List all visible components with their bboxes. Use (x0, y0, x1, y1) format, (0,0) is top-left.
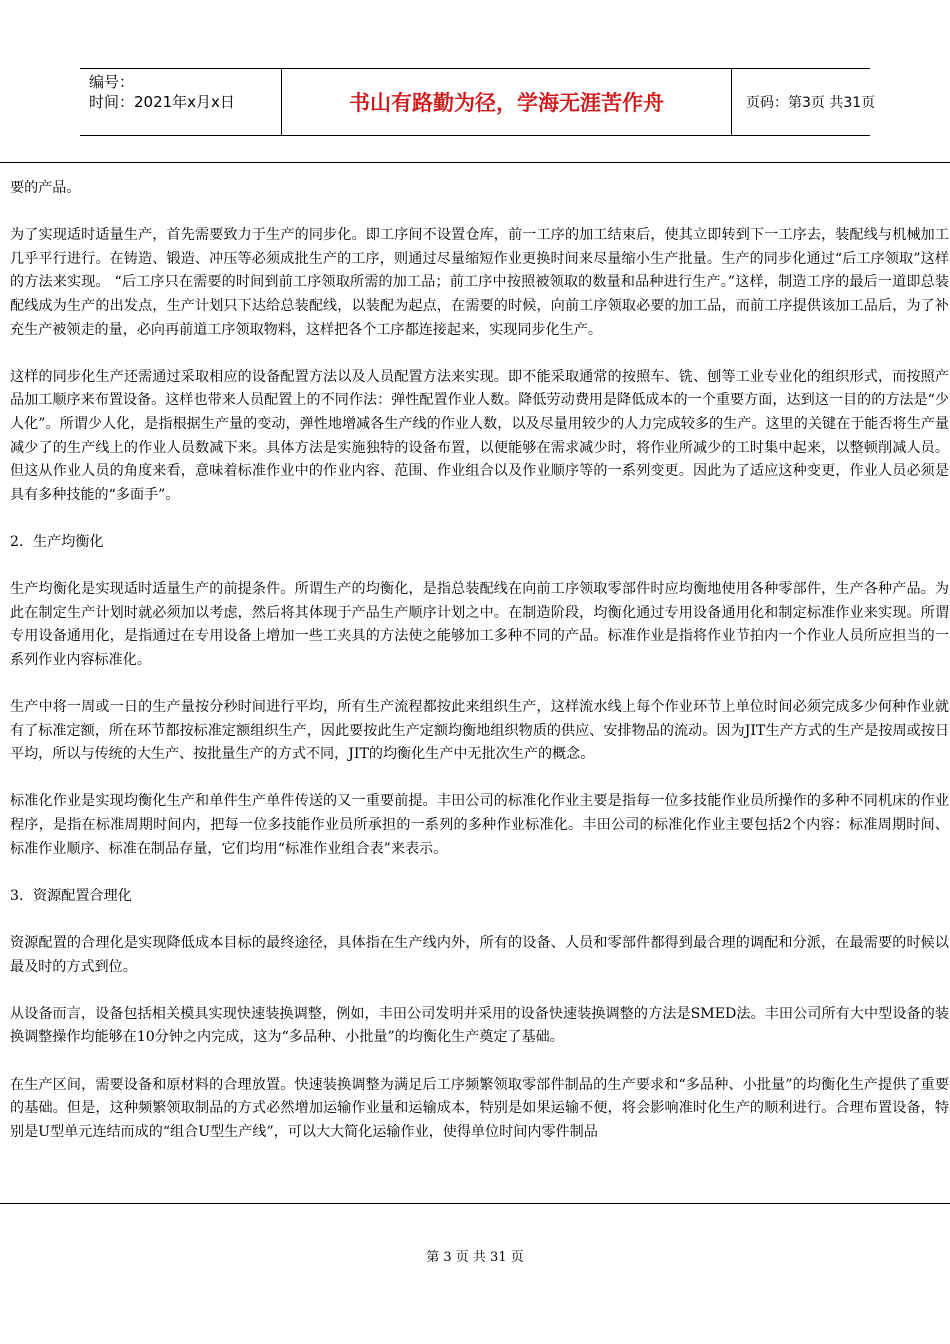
section-heading: 3．资源配置合理化 (10, 887, 132, 904)
section-heading: 2．生产均衡化 (10, 533, 104, 550)
header-motto: 书山有路勤为径，学海无涯苦作舟 (349, 91, 664, 115)
header-left-cell (80, 69, 282, 135)
header-page-code: 页码：第3页 共31页 (746, 95, 876, 111)
document-body (10, 177, 949, 1168)
header-table (80, 68, 876, 136)
page-footer: 第 3 页 共 31 页 (426, 1250, 524, 1265)
body-paragraph: 这样的同步化生产还需通过采取相应的设备配置方法以及人员配置方法来实现。即不能采取通常的按照车、铣、刨等工业专业化的组织形式，而按照产品加工顺序来布置设备。这样也带来人员配置上的不同作法：弹性配置作业人数。降低劳动费用是降低成本的一个重要方面，达到这一目的的方法是“少人化”。所谓少人化，是指根据生产量的变动，弹性地增减各生产线的作业人数，以及尽量用较少的人力完成较多的生产。这里的关键在于能否将生产量减少了的生产线上的作业人员数减下来。具体方法是实施独特的设备布置，以便能够在需求减少时，将作业所减少的工时集中起来，以整顿削减人员。但这从作业人员的角度来看，意味着标准作业中的作业内容、范围、作业组合以及作业顺序等的一系列变更。因此为了适应这种变更，作业人员必须是具有多种技能的“多面手”。 (10, 368, 949, 503)
header-divider (0, 162, 950, 163)
header-page-cell (732, 69, 876, 135)
body-paragraph: 标准化作业是实现均衡化生产和单件生产单件传送的又一重要前提。丰田公司的标准化作业主要是指每一位多技能作业员所操作的多种不同机床的作业程序，是指在标准周期时间内，把每一位多技能作业员所承担的一系列的多种作业标准化。丰田公司的标准化作业主要包括2个内容：标准周期时间、标准作业顺序、标准在制品存量，它们均用“标准作业组合表”来表示。 (10, 793, 949, 857)
footer-divider (0, 1203, 950, 1204)
body-paragraph: 资源配置的合理化是实现降低成本目标的最终途径，具体指在生产线内外，所有的设备、人员和零部件都得到最合理的调配和分派，在最需要的时候以最及时的方式到位。 (10, 935, 949, 975)
body-paragraph: 从设备而言，设备包括相关模具实现快速装换调整，例如，丰田公司发明并采用的设备快速装换调整的方法是SMED法。丰田公司所有大中型设备的装换调整操作均能够在10分钟之内完成，这为“多品种、小批量”的均衡化生产奠定了基础。 (10, 1005, 949, 1046)
body-paragraph: 要的产品。 (10, 180, 81, 196)
body-paragraph: 生产中将一周或一日的生产量按分秒时间进行平均，所有生产流程都按此来组织生产，这样流水线上每个作业环节上单位时间必须完成多少何种作业就有了标准定额，所在环节都按标准定额组织生产，因此要按此生产定额均衡地组织物质的供应、安排物品的流动。因为JIT生产方式的生产是按周或按日平均，所以与传统的大生产、按批量生产的方式不同，JIT的均衡化生产中无批次生产的概念。 (10, 699, 949, 763)
body-paragraph: 为了实现适时适量生产，首先需要致力于生产的同步化。即工序间不设置仓库，前一工序的加工结束后，使其立即转到下一工序去，装配线与机械加工几乎平行进行。在铸造、锻造、冲压等必须成批生产的工序，则通过尽量缩短作业更换时间来尽量缩小生产批量。生产的同步化通过“后工序领取”这样的方法来实现。 “后工序只在需要的时间到前工序领取所需的加工品；前工序中按照被领取的数量和品种进行生产。”这样，制造工序的最后一道即总装配线成为生产的出发点，生产计划只下达给总装配线，以装配为起点，在需要的时候，向前工序领取必要的加工品，而前工序提供该加工品后，为了补充生产被领走的量，必向再前道工序领取物料，这样把各个工序都连接起来，实现同步化生产。 (10, 227, 949, 338)
body-paragraph: 生产均衡化是实现适时适量生产的前提条件。所谓生产的均衡化，是指总装配线在向前工序领取零部件时应均衡地使用各种零部件，生产各种产品。为此在制定生产计划时就必须加以考虑，然后将其体现于产品生产顺序计划之中。在制造阶段，均衡化通过专用设备通用化和制定标准作业来实现。所谓专用设备通用化，是指通过在专用设备上增加一些工夹具的方法使之能够加工多种不同的产品。标准作业是指将作业节拍内一个作业人员所应担当的一系列作业内容标准化。 (10, 581, 949, 668)
document-time-label: 时间：2021年x月x日 (89, 93, 235, 111)
document-number-label: 编号： (89, 73, 135, 91)
header-motto-cell (282, 69, 732, 135)
body-paragraph: 在生产区间，需要设备和原材料的合理放置。快速装换调整为满足后工序频繁领取零部件制品的生产要求和“多品种、小批量”的均衡化生产提供了重要的基础。但是，这种频繁领取制品的方式必然增加运输作业量和运输成本，特别是如果运输不便，将会影响准时化生产的顺利进行。合理布置设备，特别是U型单元连结而成的“组合U型生产线”，可以大大简化运输作业，使得单位时间内零件制品 (10, 1076, 949, 1140)
